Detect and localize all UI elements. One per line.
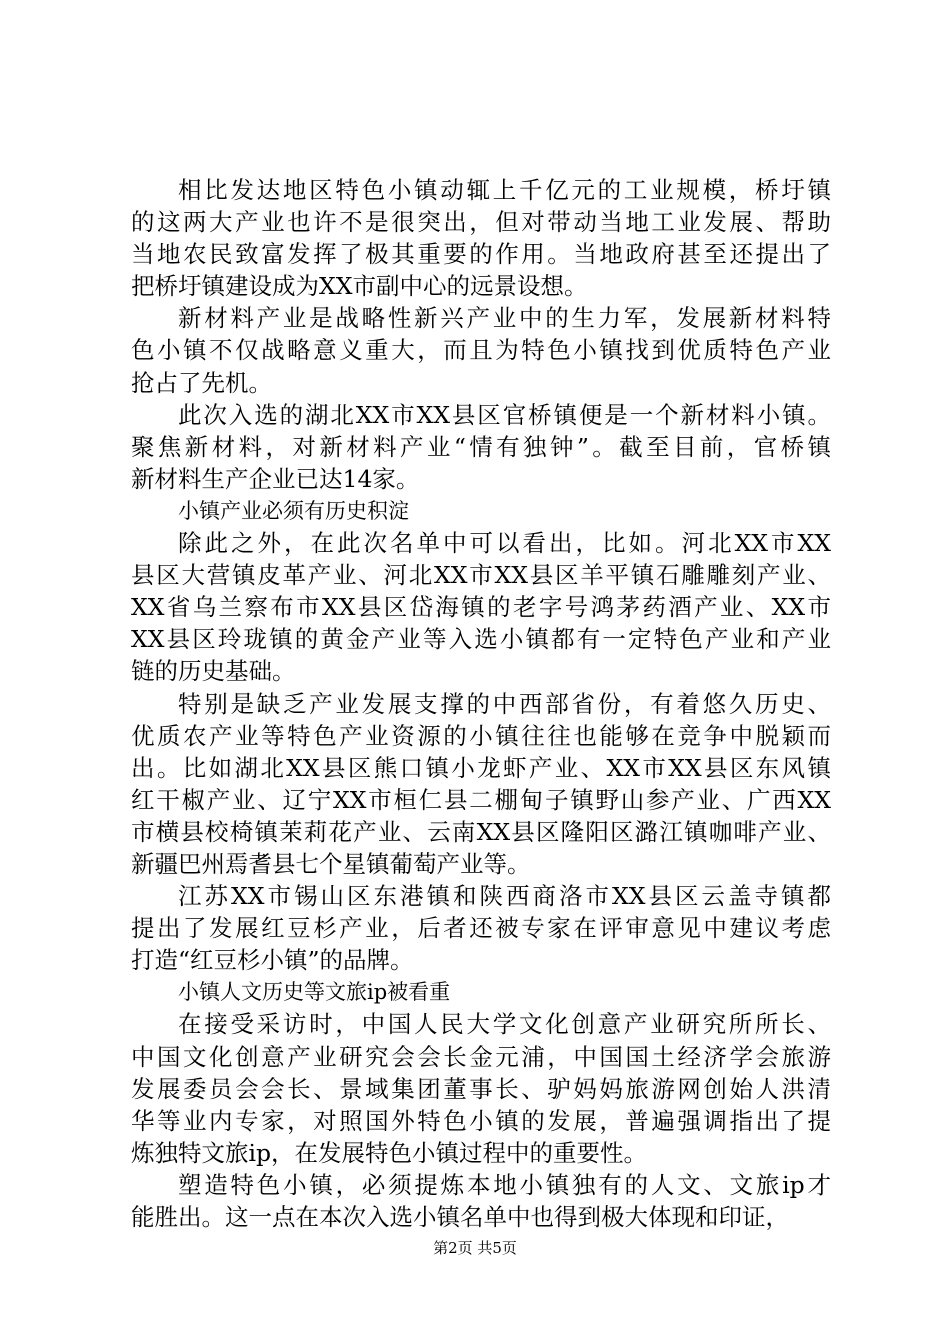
- text-line: 链的历史基础。: [131, 657, 296, 686]
- text-line: 江苏XX市锡山区东港镇和陕西商洛市XX县区云盖寺镇都: [178, 882, 831, 911]
- paragraph: [131, 302, 831, 398]
- text-line: 相比发达地区特色小镇动辄上千亿元的工业规模，桥圩镇: [178, 176, 831, 204]
- page-footer: 第2页 共5页: [433, 1239, 517, 1257]
- paragraph: [131, 1169, 831, 1233]
- paragraph: [131, 399, 831, 495]
- section-heading: [131, 495, 831, 527]
- paragraph: [131, 174, 831, 302]
- text-line: 新疆巴州焉耆县七个星镇葡萄产业等。: [131, 849, 531, 878]
- paragraph: [131, 880, 831, 976]
- text-line: 出。比如湖北XX县区熊口镇小龙虾产业、XX市XX县区东风镇: [131, 753, 831, 782]
- paragraph: [131, 527, 831, 687]
- document-body: [131, 174, 831, 1233]
- text-line: 色小镇不仅战略意义重大，而且为特色小镇找到优质特色产业: [131, 336, 831, 365]
- text-line: 炼独特文旅ip，在发展特色小镇过程中的重要性。: [131, 1138, 648, 1167]
- section-heading: [131, 976, 831, 1008]
- text-line: XX县区玲珑镇的黄金产业等入选小镇都有一定特色产业和产业: [131, 625, 831, 654]
- text-line: 在接受采访时，中国人民大学文化创意产业研究所所长、: [178, 1010, 831, 1039]
- text-line: 新材料生产企业已达14家。: [131, 464, 420, 493]
- text-line: 抢占了先机。: [131, 368, 272, 397]
- text-line: 发展委员会会长、景域集团董事长、驴妈妈旅游网创始人洪清: [131, 1074, 831, 1103]
- paragraph: [131, 1008, 831, 1168]
- text-line: 打造“红豆杉小镇”的品牌。: [131, 946, 414, 975]
- text-line: 此次入选的湖北XX市XX县区官桥镇便是一个新材料小镇。: [178, 400, 831, 429]
- text-line: 市横县校椅镇茉莉花产业、云南XX县区隆阳区潞江镇咖啡产业、: [131, 817, 831, 846]
- heading-text: 小镇人文历史等文旅ip被看重: [178, 980, 451, 1005]
- text-line: 能胜出。这一点在本次入选小镇名单中也得到极大体现和印证，: [131, 1203, 789, 1231]
- text-line: 特别是缺乏产业发展支撑的中西部省份，有着悠久历史、: [178, 689, 831, 718]
- text-line: 当地农民致富发挥了极其重要的作用。当地政府甚至还提出了: [131, 240, 831, 269]
- text-line: XX省乌兰察布市XX县区岱海镇的老字号鸿茅药酒产业、XX市: [131, 593, 831, 622]
- text-line: 聚焦新材料，对新材料产业“情有独钟”。截至目前，官桥镇: [131, 432, 831, 461]
- paragraph: [131, 688, 831, 881]
- text-line: 中国文化创意产业研究会会长金元浦，中国国土经济学会旅游: [131, 1042, 831, 1071]
- text-line: 提出了发展红豆杉产业，后者还被专家在评审意见中建议考虑: [131, 914, 831, 943]
- text-line: 华等业内专家，对照国外特色小镇的发展，普遍强调指出了提: [131, 1106, 831, 1135]
- text-line: 红干椒产业、辽宁XX市桓仁县二棚甸子镇野山参产业、广西XX: [131, 785, 831, 814]
- text-line: 优质农产业等特色产业资源的小镇往往也能够在竞争中脱颖而: [131, 721, 831, 750]
- heading-text: 小镇产业必须有历史积淀: [178, 498, 409, 523]
- text-line: 的这两大产业也许不是很突出，但对带动当地工业发展、帮助: [131, 208, 831, 237]
- text-line: 塑造特色小镇，必须提炼本地小镇独有的人文、文旅ip才: [178, 1170, 831, 1199]
- text-line: 新材料产业是战略性新兴产业中的生力军，发展新材料特: [178, 304, 831, 333]
- text-line: 把桥圩镇建设成为XX市副中心的远景设想。: [131, 272, 588, 301]
- text-line: 除此之外，在此次名单中可以看出，比如。河北XX市XX: [178, 529, 831, 558]
- text-line: 县区大营镇皮革产业、河北XX市XX县区羊平镇石雕雕刻产业、: [131, 561, 831, 590]
